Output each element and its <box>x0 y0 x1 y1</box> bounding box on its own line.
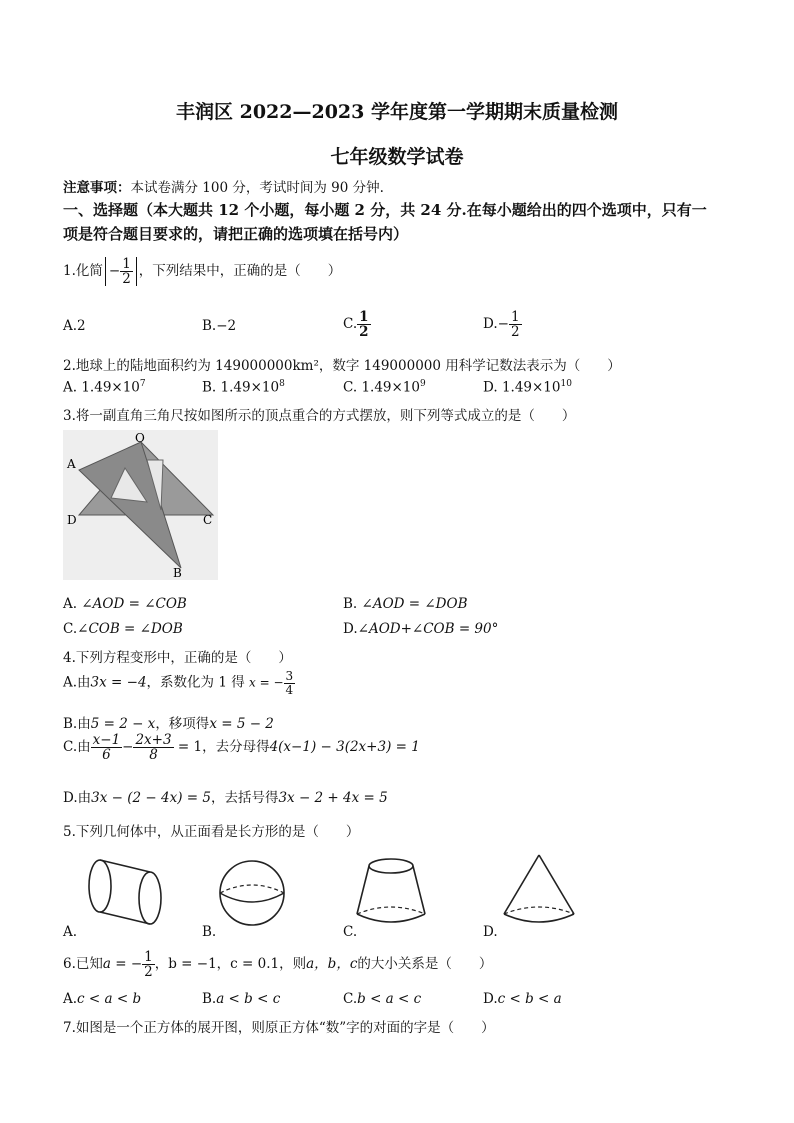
cylinder-right-face <box>139 872 161 924</box>
cylinder-figure <box>80 850 170 930</box>
q3-option-a: A. ∠AOD = ∠COB <box>63 596 187 612</box>
section-heading-line1: 一、选择题（本大题共 12 个小题，每小题 2 分，共 24 分.在每小题给出的四个选项中，只有一 <box>63 201 707 219</box>
set-squares-figure <box>63 430 218 580</box>
q3-option-d: D.∠AOD+∠COB = 90° <box>343 621 499 637</box>
q6-option-a: A.c < a < b <box>63 991 142 1007</box>
q2-option-d: D. $1.49\times 10^{10}$ <box>483 379 572 396</box>
frustum-left-edge <box>357 866 369 914</box>
q3-option-c: C.∠COB = ∠DOB <box>63 621 183 637</box>
q4-option-b: B.由5 = 2 − x，移项得x = 5 − 2 <box>63 716 274 732</box>
q1-minus: − <box>108 263 121 280</box>
question-2-stem: 2.地球上的陆地面积约为 149000000km²，数字 149000000 用科学记数法表示为（ ） <box>63 358 621 374</box>
frustum-figure <box>345 850 435 930</box>
sphere-outline <box>220 861 284 925</box>
exam-title: 丰润区 2022—2023 学年度第一学期期末质量检测 <box>176 101 618 123</box>
absolute-value <box>105 257 137 286</box>
q4-option-c: C.由 $\frac{x-1}{6}$ − $\frac{2x+3}{8}$ = 1，去分母得4(x−1) − 3(2x+3) = 1 <box>63 732 420 764</box>
q1-den: 2 <box>122 271 131 288</box>
question-4-stem: 4.下列方程变形中，正确的是（ ） <box>63 650 292 666</box>
q4-option-a: A.由3x = −4，系数化为 1 得 x = − $\frac{3}{4}$ <box>63 669 294 697</box>
label-c: C <box>203 513 213 527</box>
q5-option-c: C. <box>343 924 358 940</box>
frustum-right-edge <box>413 866 425 914</box>
q5-option-d: D. <box>483 924 498 940</box>
notice-text: 本试卷满分 100 分，考试时间为 90 分钟. <box>130 180 384 196</box>
question-5-stem: 5.下列几何体中，从正面看是长方形的是（ ） <box>63 824 360 840</box>
sphere-figure <box>215 855 290 930</box>
q1-num: 1 <box>122 256 131 272</box>
question-6-stem: 6.已知a = − $\frac{1}{2}$ ，b = −1，c = 0.1，则a，b，c的大小关系是（ ） <box>63 949 493 981</box>
question-7-stem: 7.如图是一个正方体的展开图，则原正方体“数”字的对面的字是（ ） <box>63 1020 495 1036</box>
sphere-equator-front <box>220 893 284 902</box>
label-b: B <box>173 566 182 580</box>
cone-left-edge <box>504 855 539 914</box>
q6-option-c: C.b < a < c <box>343 991 422 1007</box>
question-1-stem <box>63 257 341 286</box>
q2-option-a: A. $1.49\times 10^7$ <box>63 379 146 396</box>
frustum-bottom-back <box>357 907 425 914</box>
q1-option-d: D.− $\frac{1}{2}$ <box>483 309 520 341</box>
cone-right-edge <box>539 855 574 914</box>
q2-option-c: C. $1.49\times 10^9$ <box>343 379 426 396</box>
notice-label: 注意事项： <box>63 180 131 196</box>
cone-base-back <box>504 907 574 914</box>
q4-option-d: D.由3x − (2 − 4x) = 5，去括号得3x − 2 + 4x = 5 <box>63 790 388 806</box>
section-heading-line2: 项是符合题目要求的，请把正确的选项填在括号内） <box>63 225 409 243</box>
q1-suffix: ，下列结果中，正确的是（ ） <box>138 263 342 280</box>
q1-option-b: B.−2 <box>202 318 237 334</box>
question-3-stem: 3.将一副直角三角尺按如图所示的顶点重合的方式摆放，则下列等式成立的是（ ） <box>63 408 576 424</box>
q6-option-d: D.c < b < a <box>483 991 562 1007</box>
q5-option-b: B. <box>202 924 217 940</box>
label-d: D <box>67 513 77 527</box>
sphere-equator-back <box>220 885 284 893</box>
q3-option-b: B. ∠AOD = ∠DOB <box>343 596 468 612</box>
notice <box>63 176 384 196</box>
q1-prefix: 1.化简 <box>63 263 103 280</box>
cone-base-front <box>504 914 574 922</box>
frustum-top <box>369 859 413 873</box>
label-a: A <box>67 457 76 471</box>
q1-option-a: A.2 <box>63 318 86 334</box>
exam-subtitle: 七年级数学试卷 <box>330 146 464 168</box>
cone-figure <box>495 850 585 930</box>
q2-option-b: B. $1.49\times 10^8$ <box>202 379 285 396</box>
q6-option-b: B.a < b < c <box>202 991 281 1007</box>
label-o: O <box>135 431 145 445</box>
q5-option-a: A. <box>63 924 78 940</box>
cylinder-left-face <box>89 860 111 912</box>
frustum-bottom-front <box>357 914 425 922</box>
q1-option-c: C. $\frac{1}{2}$ <box>343 309 369 341</box>
